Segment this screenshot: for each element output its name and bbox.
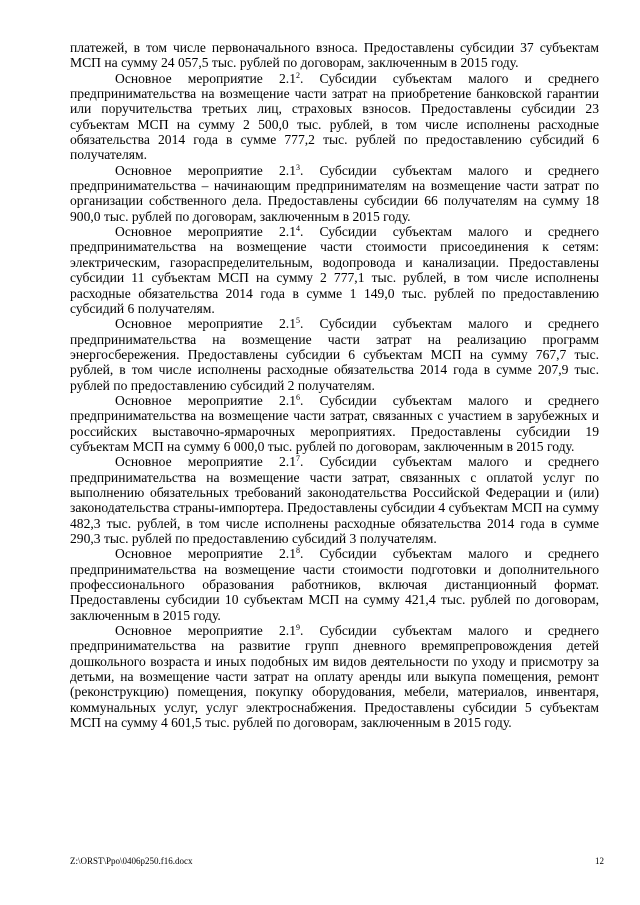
measure-number: 2.1 xyxy=(279,70,296,86)
measure-superscript: 5 xyxy=(296,316,300,326)
measure-intro: Основное мероприятие xyxy=(115,546,279,562)
measure-superscript: 8 xyxy=(296,546,300,556)
paragraph-text: . Субсидии субъектам малого и среднего предпринимательства на возмещение части затрат на реализацию программ энергосбережения. Предоставлены субсидии 6 субъектам МСП на сумму 767,7 тыс. рублей, в том числе исполнены расходные обязательства 2014 года в сумме 207,9 тыс. рублей по предоставлению субсидий 2 получателям. xyxy=(70,316,599,393)
paragraph-text: платежей, в том числе первоначального взноса. Предоставлены субсидии 37 субъектам МСП на сумму 24 057,5 тыс. рублей по договорам, заключенным в 2015 году. xyxy=(70,40,599,71)
measure-number: 2.1 xyxy=(279,316,296,332)
measure-superscript: 7 xyxy=(296,454,300,464)
paragraph-text: . Субсидии субъектам малого и среднего предпринимательства на развитие групп дневного времяпрепровождения детей дошкольного возраста и иных подобных им видов деятельности по уходу и присмотру за детьми, на возмещение части затрат на оплату аренды или выкупа помещения, ремонт (реконструкцию) помещения, покупку оборудования, мебели, материалов, инвентаря, коммунальных услуг, услуг электроснабжения. Предоставлены субсидии 5 субъектам МСП на сумму 4 601,5 тыс. рублей по договорам, заключенным в 2015 году. xyxy=(70,623,599,731)
paragraph-measure-2-1-4 xyxy=(70,224,599,316)
footer-file-path: Z:\ORST\Ppo\0406p250.f16.docx xyxy=(70,856,193,866)
page-footer xyxy=(70,856,604,866)
measure-superscript: 2 xyxy=(296,70,300,80)
measure-intro: Основное мероприятие xyxy=(115,454,279,470)
measure-intro: Основное мероприятие xyxy=(115,392,279,408)
measure-number: 2.1 xyxy=(279,623,296,639)
paragraph-text: . Субсидии субъектам малого и среднего предпринимательства на возмещение части затрат, связанных с оплатой услуг по выполнению обязательных требований законодательства Российской Федерации и (или) законодательства страны-импортера. Предоставлены субсидии 4 субъектам МСП на сумму 482,3 тыс. рублей, в том числе исполнены расходные обязательства 2014 года в сумме 290,3 тыс. рублей по предоставлению субсидий 3 получателям. xyxy=(70,454,599,546)
paragraph-text: . Субсидии субъектам малого и среднего предпринимательства на возмещение части затрат на приобретение банковской гарантии или поручительства третьих лиц, страховых взносов. Предоставлены субсидии 23 субъектам МСП на сумму 2 500,0 тыс. рублей, в том числе исполнены расходные обязательства 2014 года в сумме 777,2 тыс. рублей по предоставлению субсидий 6 получателям. xyxy=(70,70,599,163)
measure-number: 2.1 xyxy=(279,162,296,178)
measure-superscript: 3 xyxy=(296,162,300,172)
paragraph-measure-2-1-7 xyxy=(70,454,599,546)
paragraph-measure-2-1-2 xyxy=(70,71,599,163)
measure-number: 2.1 xyxy=(279,392,296,408)
paragraph-measure-2-1-8 xyxy=(70,546,599,623)
paragraph-text: . Субсидии субъектам малого и среднего предпринимательства на возмещение части стоимости присоединения к сетям: электрическим, газораспределительным, водопровода и канализации. Предоставлены субсидии 11 субъектам МСП на сумму 2 777,1 тыс. рублей, в том числе исполнены расходные обязательства 2014 года в сумме 1 149,0 тыс. рублей по предоставлению субсидий 6 получателям. xyxy=(70,224,599,316)
paragraph-measure-2-1-5 xyxy=(70,316,599,393)
measure-intro: Основное мероприятие xyxy=(115,162,279,178)
measure-superscript: 9 xyxy=(296,623,300,633)
measure-superscript: 6 xyxy=(296,392,300,402)
paragraph-continuation xyxy=(70,40,599,71)
paragraph-measure-2-1-9 xyxy=(70,623,599,730)
measure-number: 2.1 xyxy=(279,546,296,562)
paragraph-measure-2-1-3 xyxy=(70,163,599,224)
paragraph-text: . Субсидии субъектам малого и среднего предпринимательства – начинающим предпринимателям на возмещение части затрат по организации собственного дела. Предоставлены субсидии 66 получателям на сумму 18 900,0 тыс. рублей по договорам, заключенным в 2015 году. xyxy=(70,162,599,224)
measure-superscript: 4 xyxy=(296,224,300,234)
measure-intro: Основное мероприятие xyxy=(115,224,279,240)
measure-intro: Основное мероприятие xyxy=(115,316,279,332)
paragraph-text: . Субсидии субъектам малого и среднего предпринимательства на возмещение части затрат, связанных с участием в зарубежных и российских выставочно-ярмарочных мероприятиях. Предоставлены субсидии 19 субъектам МСП на сумму 6 000,0 тыс. рублей по договорам, заключенным в 2015 году. xyxy=(70,392,599,454)
measure-number: 2.1 xyxy=(279,454,296,470)
paragraph-measure-2-1-6 xyxy=(70,393,599,454)
paragraph-text: . Субсидии субъектам малого и среднего предпринимательства на возмещение части стоимости подготовки и дополнительного профессионального образования работников, включая дистанционный формат. Предоставлены субсидии 10 субъектам МСП на сумму 421,4 тыс. рублей по договорам, заключенным в 2015 году. xyxy=(70,546,599,623)
page-number: 12 xyxy=(595,856,604,866)
measure-intro: Основное мероприятие xyxy=(115,70,279,86)
measure-number: 2.1 xyxy=(279,224,296,240)
document-body xyxy=(70,40,599,730)
measure-intro: Основное мероприятие xyxy=(115,623,279,639)
